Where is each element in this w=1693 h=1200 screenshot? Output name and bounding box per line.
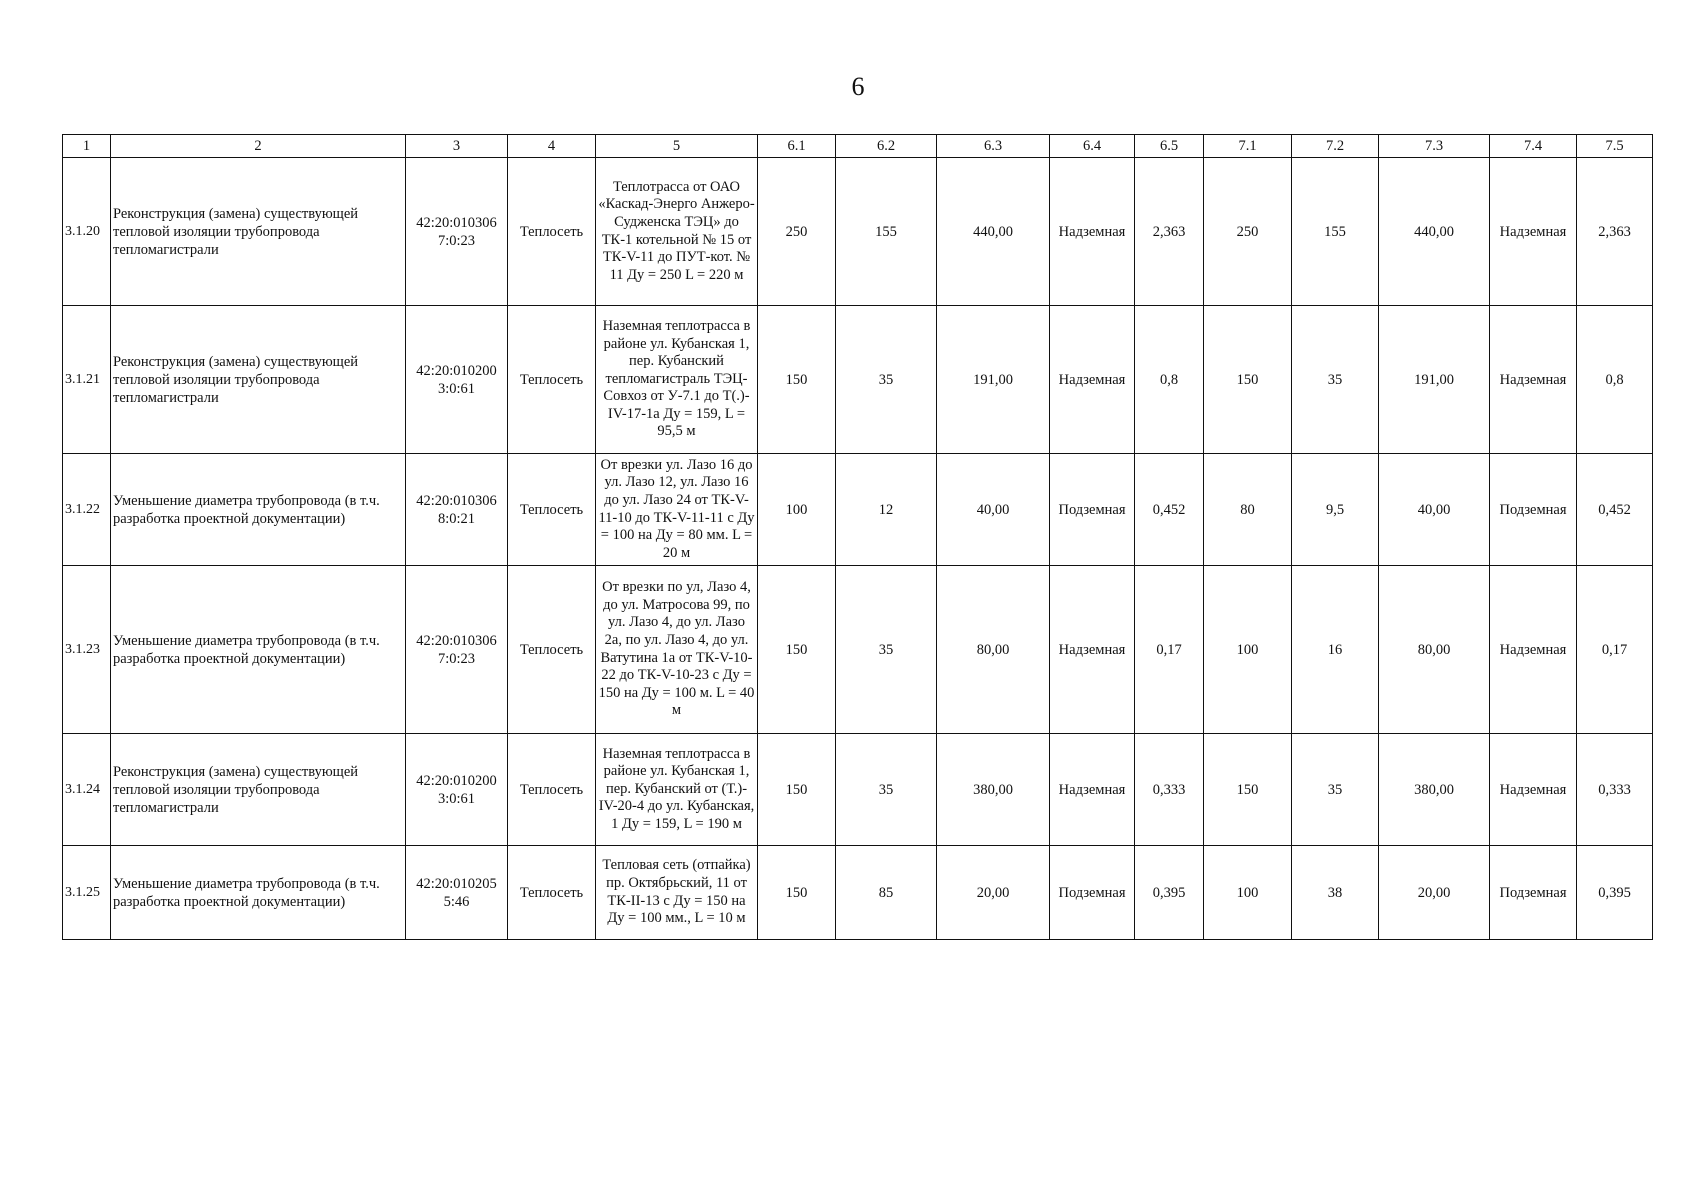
work-type: Реконструкция (замена) существующей тепловой изоляции трубопровода тепломагистрали [111, 158, 406, 306]
loss-after: 0,8 [1577, 306, 1653, 454]
system-type: Теплосеть [508, 454, 596, 566]
loss-after: 0,17 [1577, 566, 1653, 734]
diameter-after: 80 [1204, 454, 1292, 566]
header-cell: 5 [596, 135, 758, 158]
diameter-before: 150 [758, 306, 836, 454]
table-row [63, 158, 1653, 306]
header-cell: 6.3 [937, 135, 1050, 158]
work-type: Реконструкция (замена) существующей тепловой изоляции трубопровода тепломагистрали [111, 306, 406, 454]
loss-before: 0,395 [1135, 846, 1204, 940]
length-after: 191,00 [1379, 306, 1490, 454]
header-cell: 6.5 [1135, 135, 1204, 158]
header-cell: 7.2 [1292, 135, 1379, 158]
laying-after: Подземная [1490, 846, 1577, 940]
cadastral-number: 42:20:010306 7:0:23 [406, 158, 508, 306]
length-after: 380,00 [1379, 734, 1490, 846]
header-cell: 4 [508, 135, 596, 158]
loss-after: 0,333 [1577, 734, 1653, 846]
header-cell: 6.1 [758, 135, 836, 158]
insulation-after: 35 [1292, 306, 1379, 454]
insulation-before: 155 [836, 158, 937, 306]
length-after: 40,00 [1379, 454, 1490, 566]
laying-after: Подземная [1490, 454, 1577, 566]
header-cell: 6.2 [836, 135, 937, 158]
system-type: Теплосеть [508, 734, 596, 846]
row-number: 3.1.25 [63, 846, 111, 940]
header-cell: 2 [111, 135, 406, 158]
laying-before: Надземная [1050, 306, 1135, 454]
diameter-after: 100 [1204, 566, 1292, 734]
header-cell: 7.5 [1577, 135, 1653, 158]
diameter-after: 150 [1204, 306, 1292, 454]
insulation-after: 38 [1292, 846, 1379, 940]
loss-before: 0,8 [1135, 306, 1204, 454]
laying-before: Подземная [1050, 846, 1135, 940]
insulation-before: 35 [836, 566, 937, 734]
header-cell: 7.3 [1379, 135, 1490, 158]
loss-before: 0,333 [1135, 734, 1204, 846]
system-type: Теплосеть [508, 566, 596, 734]
loss-after: 0,452 [1577, 454, 1653, 566]
insulation-after: 35 [1292, 734, 1379, 846]
diameter-before: 150 [758, 846, 836, 940]
length-after: 20,00 [1379, 846, 1490, 940]
loss-before: 0,452 [1135, 454, 1204, 566]
diameter-before: 150 [758, 566, 836, 734]
section-description: Тепловая сеть (отпайка) пр. Октябрьский, 11 от ТК-II-13 с Ду = 150 на Ду = 100 мм., L = 10 м [596, 846, 758, 940]
cadastral-number: 42:20:010306 7:0:23 [406, 566, 508, 734]
length-after: 440,00 [1379, 158, 1490, 306]
laying-before: Надземная [1050, 566, 1135, 734]
laying-after: Надземная [1490, 566, 1577, 734]
diameter-after: 250 [1204, 158, 1292, 306]
cadastral-number: 42:20:010306 8:0:21 [406, 454, 508, 566]
work-type: Уменьшение диаметра трубопровода (в т.ч. разработка проектной документации) [111, 846, 406, 940]
diameter-before: 150 [758, 734, 836, 846]
row-number: 3.1.23 [63, 566, 111, 734]
insulation-before: 12 [836, 454, 937, 566]
laying-before: Надземная [1050, 734, 1135, 846]
length-before: 191,00 [937, 306, 1050, 454]
section-description: От врезки по ул, Лазо 4, до ул. Матросова 99, по ул. Лазо 4, до ул. Лазо 2а, по ул. Лазо 4, до ул. Ватутина 1а от ТК-V-10-22 до ТК-V-10-23 с Ду = 150 на Ду = 100 м. L = 40 м [596, 566, 758, 734]
diameter-before: 100 [758, 454, 836, 566]
length-before: 380,00 [937, 734, 1050, 846]
page-number: 6 [851, 72, 865, 101]
cadastral-number: 42:20:010200 3:0:61 [406, 306, 508, 454]
loss-before: 0,17 [1135, 566, 1204, 734]
length-before: 80,00 [937, 566, 1050, 734]
diameter-before: 250 [758, 158, 836, 306]
header-cell: 3 [406, 135, 508, 158]
length-after: 80,00 [1379, 566, 1490, 734]
header-cell: 6.4 [1050, 135, 1135, 158]
laying-before: Надземная [1050, 158, 1135, 306]
insulation-before: 35 [836, 734, 937, 846]
laying-after: Надземная [1490, 306, 1577, 454]
header-cell: 7.4 [1490, 135, 1577, 158]
row-number: 3.1.20 [63, 158, 111, 306]
table-row [63, 734, 1653, 846]
laying-after: Надземная [1490, 734, 1577, 846]
length-before: 440,00 [937, 158, 1050, 306]
section-description: От врезки ул. Лазо 16 до ул. Лазо 12, ул. Лазо 16 до ул. Лазо 24 от ТК-V-11-10 до ТК-V-11-11 с Ду = 100 на Ду = 80 мм. L = 20 м [596, 454, 758, 566]
insulation-after: 9,5 [1292, 454, 1379, 566]
cadastral-number: 42:20:010200 3:0:61 [406, 734, 508, 846]
length-before: 20,00 [937, 846, 1050, 940]
system-type: Теплосеть [508, 306, 596, 454]
table-row [63, 566, 1653, 734]
table-header-row [63, 135, 1653, 158]
laying-before: Подземная [1050, 454, 1135, 566]
insulation-after: 16 [1292, 566, 1379, 734]
header-cell: 7.1 [1204, 135, 1292, 158]
insulation-before: 35 [836, 306, 937, 454]
loss-after: 0,395 [1577, 846, 1653, 940]
work-type: Уменьшение диаметра трубопровода (в т.ч. разработка проектной документации) [111, 566, 406, 734]
section-description: Теплотрасса от ОАО «Каскад-Энерго Анжеро-Судженска ТЭЦ» до ТК-1 котельной № 15 от ТК-V-11 до ПУТ-кот. № 11 Ду = 250 L = 220 м [596, 158, 758, 306]
section-description: Наземная теплотрасса в районе ул. Кубанская 1, пер. Кубанский от (Т.)-IV-20-4 до ул. Кубанская, 1 Ду = 159, L = 190 м [596, 734, 758, 846]
system-type: Теплосеть [508, 846, 596, 940]
row-number: 3.1.24 [63, 734, 111, 846]
laying-after: Надземная [1490, 158, 1577, 306]
diameter-after: 100 [1204, 846, 1292, 940]
loss-after: 2,363 [1577, 158, 1653, 306]
diameter-after: 150 [1204, 734, 1292, 846]
table-row [63, 846, 1653, 940]
table-row [63, 454, 1653, 566]
length-before: 40,00 [937, 454, 1050, 566]
insulation-after: 155 [1292, 158, 1379, 306]
row-number: 3.1.22 [63, 454, 111, 566]
insulation-before: 85 [836, 846, 937, 940]
header-cell: 1 [63, 135, 111, 158]
work-type: Уменьшение диаметра трубопровода (в т.ч. разработка проектной документации) [111, 454, 406, 566]
section-description: Наземная теплотрасса в районе ул. Кубанская 1, пер. Кубанский тепломагистраль ТЭЦ-Совхоз от У-7.1 до Т(.)-IV-17-1а Ду = 159, L = 95,5 м [596, 306, 758, 454]
loss-before: 2,363 [1135, 158, 1204, 306]
cadastral-number: 42:20:010205 5:46 [406, 846, 508, 940]
work-type: Реконструкция (замена) существующей тепловой изоляции трубопровода тепломагистрали [111, 734, 406, 846]
heat-network-table [62, 134, 1653, 940]
table-row [63, 306, 1653, 454]
system-type: Теплосеть [508, 158, 596, 306]
row-number: 3.1.21 [63, 306, 111, 454]
